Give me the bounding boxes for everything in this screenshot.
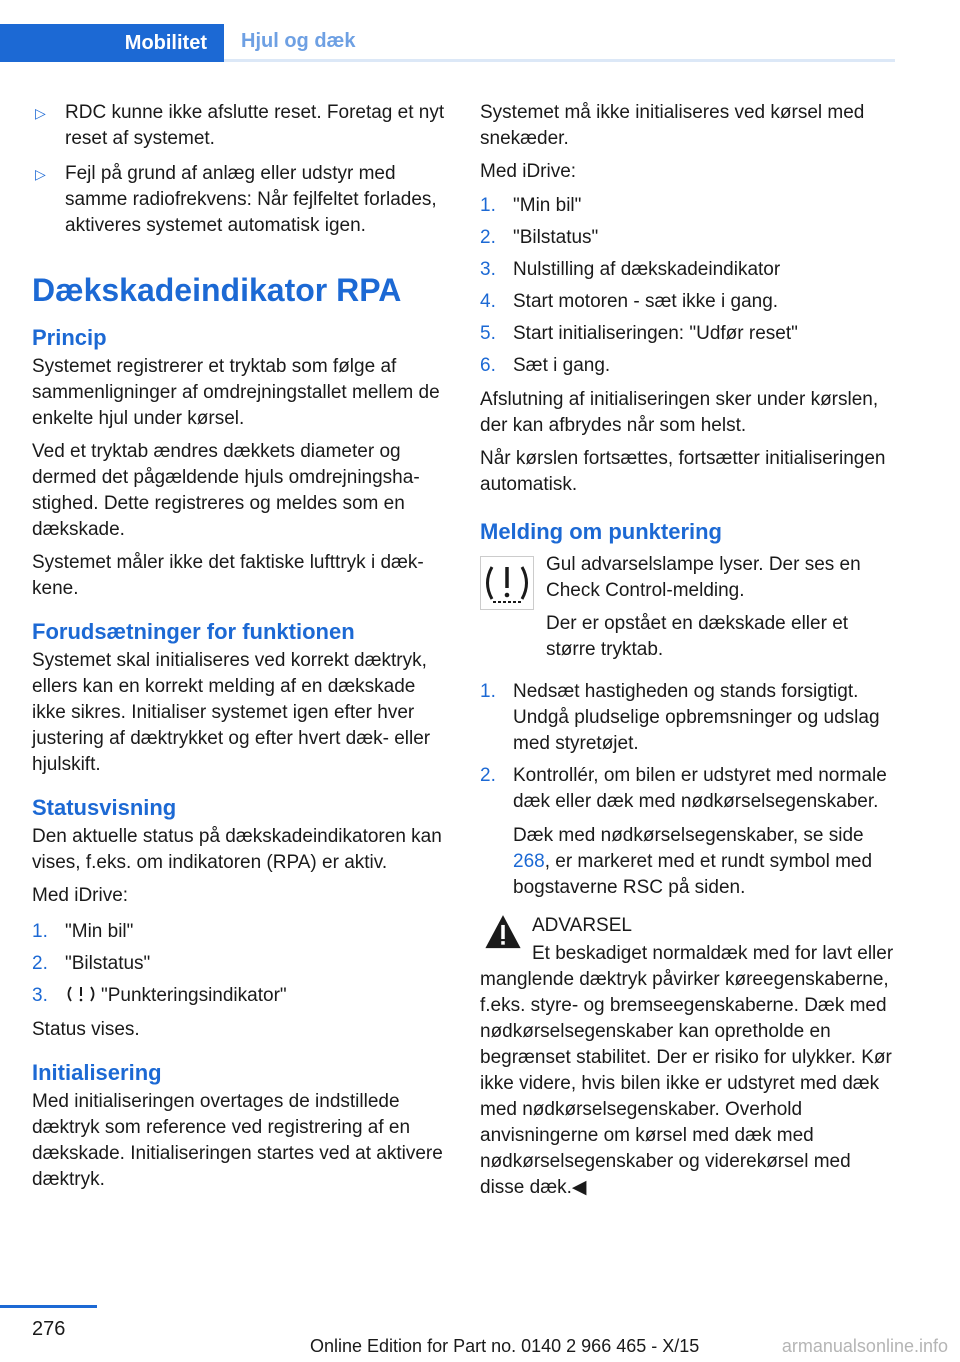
warning-text: Et beskadiget normaldæk med for lavt eller manglende dæktryk påvirker køreegenskaberne, f.eks. styre- og bremseegenskaberne. Dæk med nødkørselsegenskaber kan opretholde en begrænset stabilitet. Der er risiko for ulykker. Kør ikke videre, hvis bilen ikke er udstyret med dæk med nødkørselsegenskaber. Overhold anvisningerne om kørsel med dæk med nødkørselsegenskaber og viderekørsel med disse dæk.◀ (480, 943, 894, 1198)
paragraph: Status vises. (32, 1019, 140, 1040)
paragraph: Der er opstået en dækskade eller et større tryktab. (546, 613, 849, 660)
list-item: 3. "Punkteringsindikator" (32, 985, 287, 1006)
paragraph: Systemet må ikke initialiseres ved kørsel med snekæder. (480, 102, 865, 149)
warning-lamp-block (480, 552, 896, 663)
tab-hjul-og-daek[interactable]: Hjul og dæk (224, 24, 895, 62)
heading-princip: Princip (32, 325, 107, 350)
paragraph: Gul advarselslampe lyser. Der ses en Check Control-melding. (546, 554, 861, 601)
chapter-tabs (0, 24, 895, 62)
list-item: 6. Sæt i gang. (480, 355, 611, 376)
heading-statusvisning: Statusvisning (32, 795, 177, 820)
init-steps (480, 193, 896, 379)
paragraph: Systemet måler ikke det faktiske lufttryk i dækkene. (32, 552, 424, 599)
triangle-bullet-icon: ▷ (35, 105, 46, 121)
warning-block (480, 913, 896, 1201)
warning-triangle-icon (482, 913, 524, 951)
heading-initialisering: Initialisering (32, 1060, 162, 1085)
tire-pressure-warning-icon (480, 556, 534, 610)
list-item: ▷ Fejl på grund af anlæg eller udstyr med samme radiofrekvens: Når fejlfeltet forlades, aktiveres systemet automatisk igen. (35, 163, 437, 236)
page-link-268[interactable]: 268 (513, 851, 545, 872)
bullet-list (32, 100, 452, 239)
paragraph: Systemet skal initialiseres ved korrekt dæktryk, ellers kan en korrekt melding af en dækskade ikke sikres. Initialiser systemet igen efter hver justering af dæktrykket og efter hvert dæk- eller hjulskift. (32, 650, 431, 775)
paragraph: Ved et tryktab ændres dækkets diameter og dermed det pågældende hjuls omdrejningshastighed. Dette registreres og meldes som en dækskade. (32, 441, 420, 540)
heading-melding-om-punktering: Melding om punktering (480, 519, 722, 544)
list-item: 2. "Bilstatus" (480, 227, 599, 248)
tire-warning-icon (65, 984, 97, 1004)
paragraph: Med iDrive: (480, 161, 577, 182)
rsc-note: Dæk med nødkørselsegenskaber, se side 268, er markeret med et rundt symbol med bogstaverne RSC på siden. (513, 825, 873, 898)
list-item: 1. Nedsæt hastigheden og stands forsigtigt. Undgå pludselige opbremsninger og udslag med styretøjet. (480, 681, 880, 754)
list-item: ▷ RDC kunne ikke afslutte reset. Foretag et nyt reset af systemet. (35, 102, 445, 149)
warning-title: ADVARSEL (532, 915, 632, 936)
footer-rule (0, 1305, 97, 1308)
watermark: armanualsonline.info (781, 1336, 948, 1356)
tab-mobilitet[interactable]: Mobilitet (0, 24, 224, 62)
section-title: Dækskadeindikator RPA (32, 272, 402, 308)
heading-forudsaetninger: Forudsætninger for funktionen (32, 619, 355, 644)
paragraph: Den aktuelle status på dækskadeindikatoren kan vises, f.eks. om indikatoren (RPA) er aktiv. (32, 826, 442, 873)
list-item: 1. "Min bil" (480, 195, 582, 216)
list-item: 1. "Min bil" (32, 921, 134, 942)
list-item: 4. Start motoren - sæt ikke i gang. (480, 291, 779, 312)
paragraph: Afslutning af initialiseringen sker under kørslen, der kan afbrydes når som helst. (480, 389, 879, 436)
status-steps (32, 919, 452, 1009)
page-number: 276 (32, 1318, 66, 1340)
triangle-bullet-icon: ▷ (35, 166, 46, 182)
right-column (480, 100, 896, 1208)
paragraph: Med initialiseringen overtages de indstillede dæktryk som reference ved registrering af en dækskade. Initialiseringen startes ved at aktivere dæktryk. (32, 1091, 443, 1190)
list-item: 5. Start initialiseringen: "Udfør reset" (480, 323, 798, 344)
paragraph: Med iDrive: (32, 885, 129, 906)
punktering-steps (480, 679, 896, 901)
list-item: 2. "Bilstatus" (32, 953, 151, 974)
left-column (32, 100, 452, 1200)
list-item: 3. Nulstilling af dækskadeindikator (480, 259, 781, 280)
edition-text: Online Edition for Part no. 0140 2 966 465 - X/15 (310, 1336, 700, 1356)
paragraph: Systemet registrerer et tryktab som følge af sammenligninger af omdrejningstallet mellem de enkelte hjul under kørsel. (32, 356, 440, 429)
list-item: 2. Kontrollér, om bilen er udstyret med normale dæk eller dæk med nødkørselsegenskaber. Dæk med nødkørselsegenskaber, se side 268, er markeret med et rundt symbol med bogstaverne RSC på siden. (480, 763, 896, 901)
paragraph: Når kørslen fortsættes, fortsætter initialiseringen automatisk. (480, 448, 886, 495)
